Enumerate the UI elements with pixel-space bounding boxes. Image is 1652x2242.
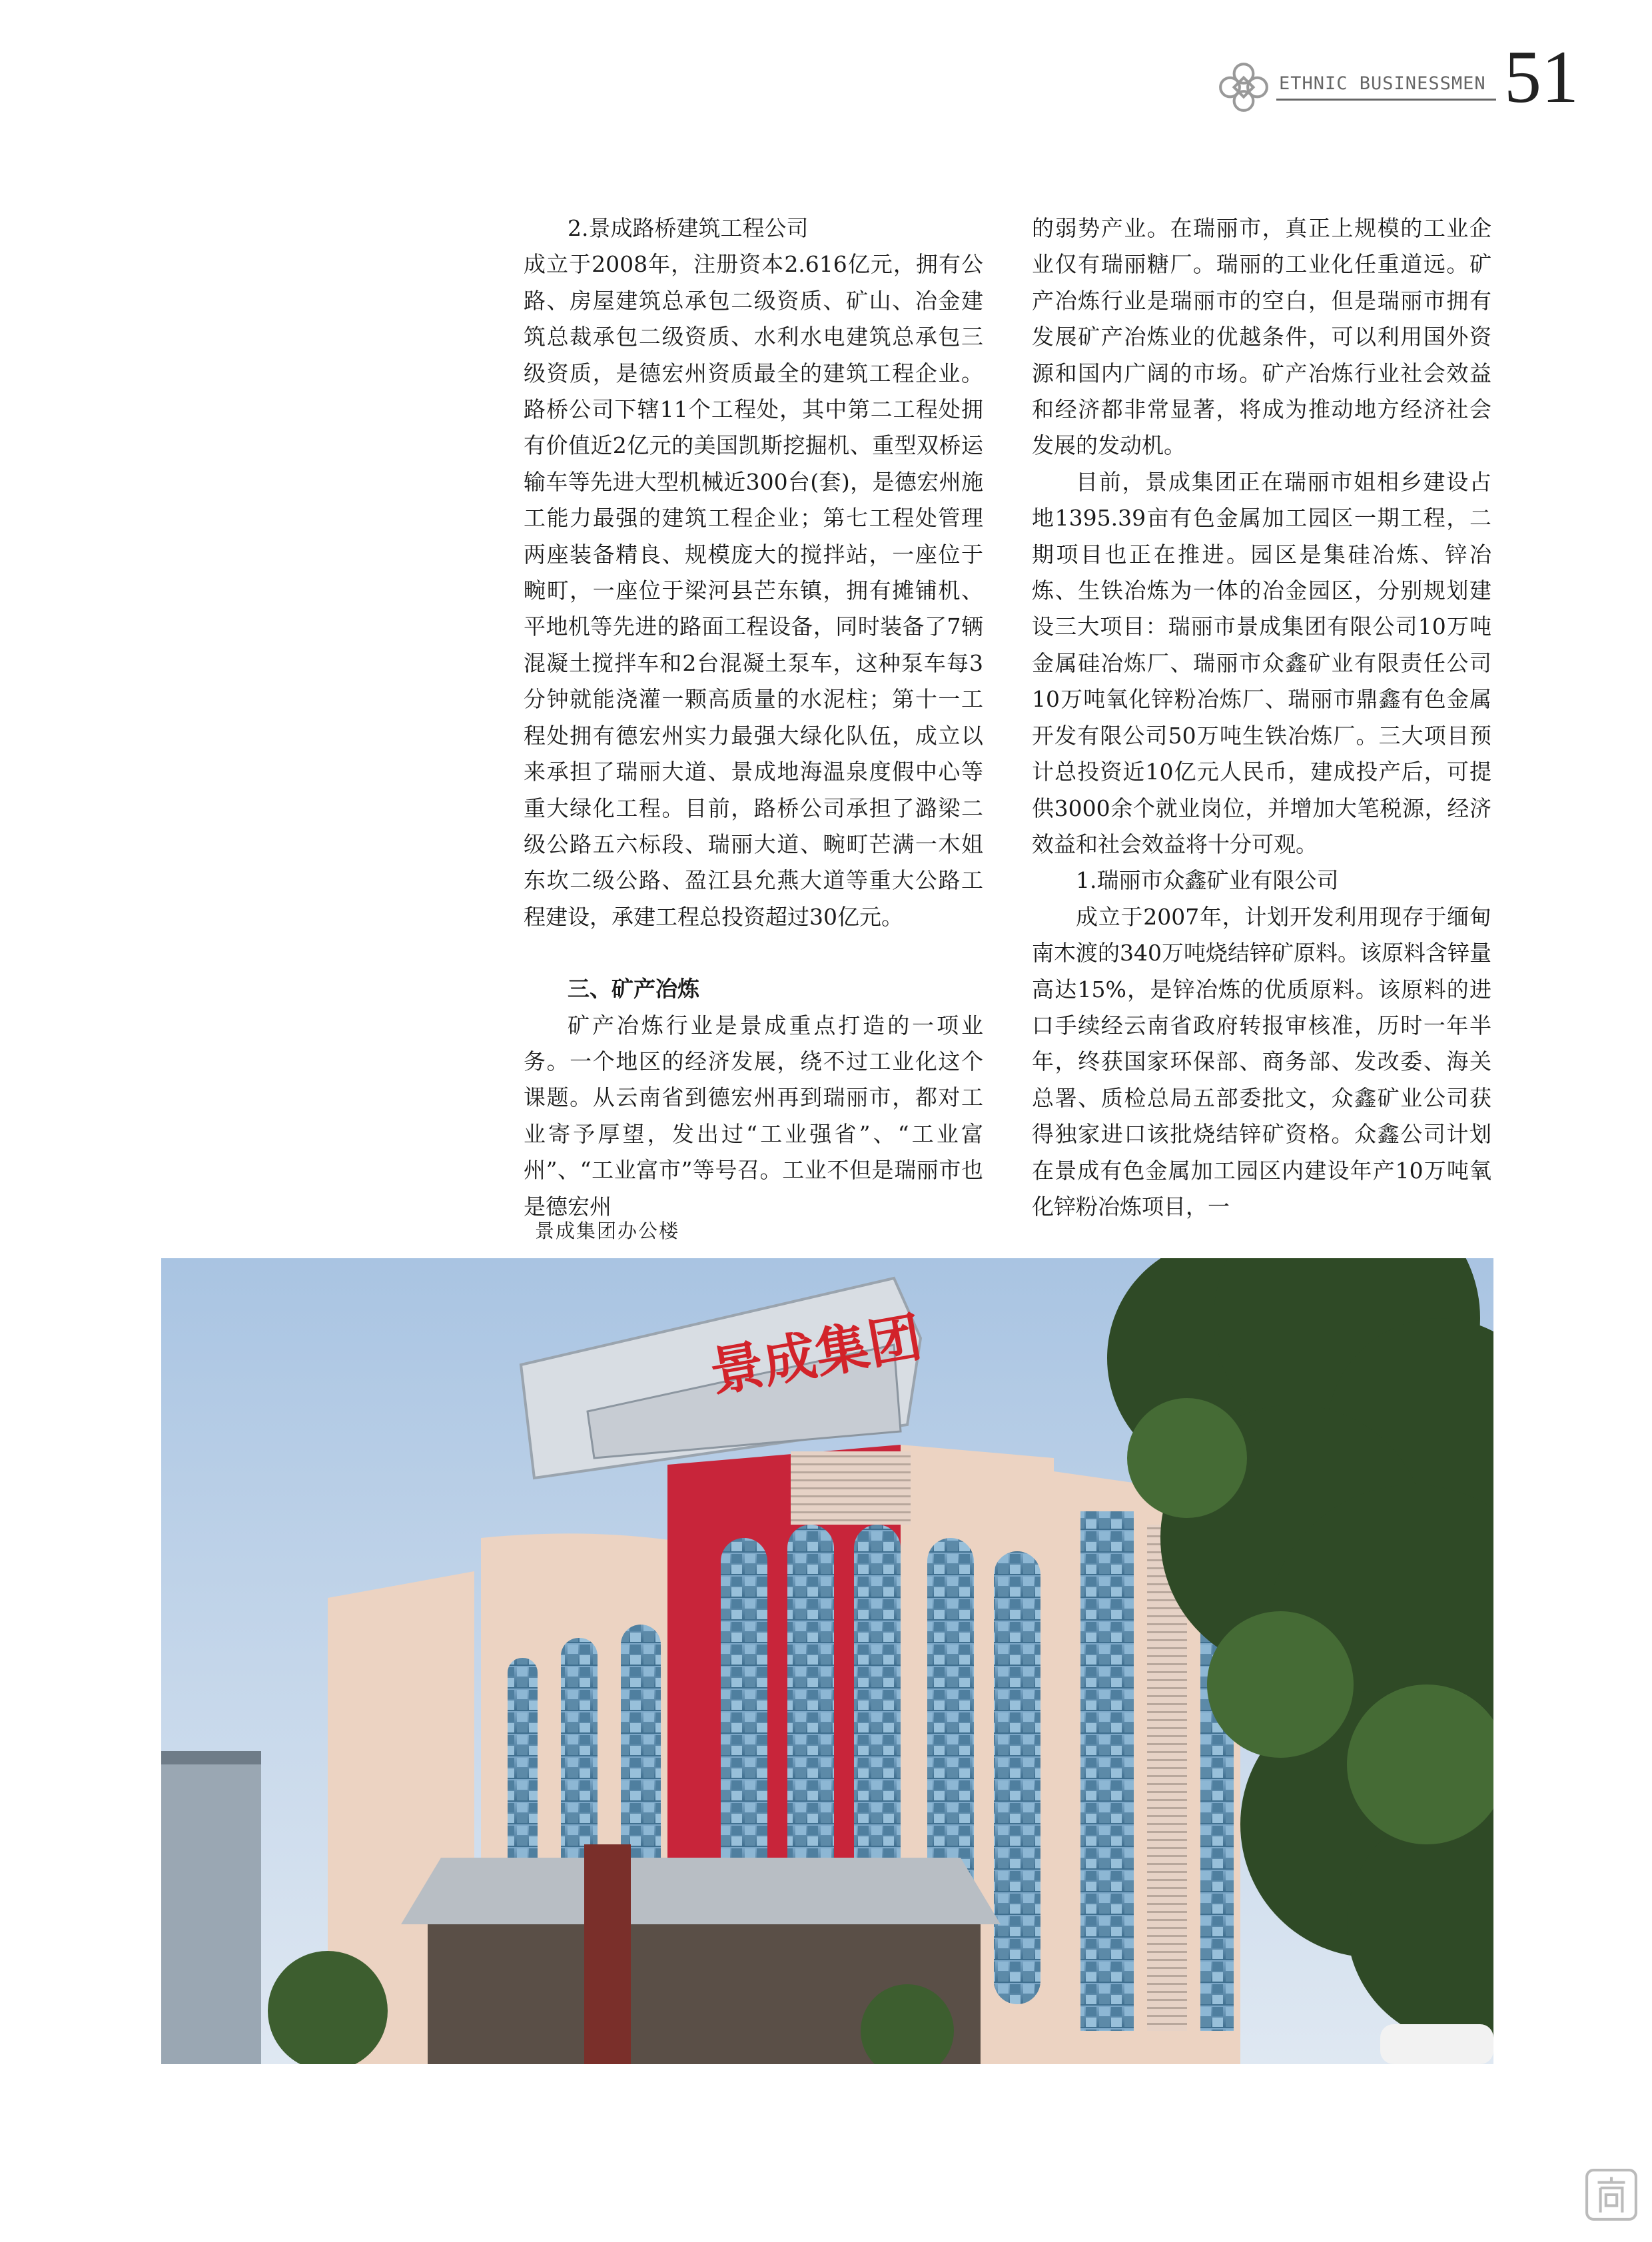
flower-ornament-icon bbox=[1216, 60, 1271, 115]
magazine-tag: ETHNIC BUSINESSMEN bbox=[1279, 73, 1486, 94]
office-building-photo bbox=[161, 1258, 1493, 2064]
header-rule bbox=[1276, 99, 1496, 101]
paragraph-industrial-park: 目前，景成集团正在瑞丽市姐相乡建设占地1395.39亩有色金属加工园区一期工程，二期项目也正在推进。园区是集硅冶炼、锌冶炼、生铁冶炼为一体的冶金园区，分别规划建设三大项目：瑞丽市景成集团有限公司10万吨金属硅冶炼厂、瑞丽市众鑫矿业有限责任公司10万吨氧化锌粉冶炼厂、瑞丽市鼎鑫有色金属开发有限公司50万吨生铁冶炼厂。三大项目预计总投资近10亿元人民币，建成投产后，可提供3000余个就业岗位，并增加大笔税源，经济效益和社会效益将十分可观。 bbox=[1032, 468, 1491, 857]
shang-seal-icon bbox=[1584, 2167, 1639, 2222]
right-column bbox=[1032, 210, 1491, 1225]
photo-caption: 景成集团办公楼 bbox=[535, 1220, 680, 1242]
paragraph-luqiao: 成立于2008年，注册资本2.616亿元，拥有公路、房屋建筑总承包二级资质、矿山、冶金建筑总裁承包二级资质、水利水电建筑总承包三级资质，是德宏州资质最全的建筑工程企业。路桥公司下辖11个工程处，其中第二工程处拥有价值近2亿元的美国凯斯挖掘机、重型双桥运输车等先进大型机械近300台(套)，是德宏州施工能力最强的建筑工程企业；第七工程处管理两座装备精良、规模庞大的搅拌站，一座位于畹町，一座位于梁河县芒东镇，拥有摊铺机、平地机等先进的路面工程设备，同时装备了7辆混凝土搅拌车和2台混凝土泵车，这种泵车每3分钟就能浇灌一颗高质量的水泥柱；第十一工程处拥有德宏州实力最强大绿化队伍，成立以来承担了瑞丽大道、景成地海温泉度假中心等重大绿化工程。目前，路桥公司承担了潞梁二级公路五六标段、瑞丽大道、畹町芒满一木姐东坎二级公路、盈江县允燕大道等重大公路工程建设，承建工程总投资超过30亿元。 bbox=[524, 251, 983, 930]
paragraph-zhongxin: 成立于2007年，计划开发利用现存于缅甸南木渡的340万吨烧结锌矿原料。该原料含锌量高达15%，是锌冶炼的优质原料。该原料的进口手续经云南省政府转报审核准，历时一年半年，终获国家环保部、商务部、发改委、海关总署、质检总局五部委批文，众鑫矿业公司获得独家进口该批烧结锌矿资格。众鑫公司计划在景成有色金属加工园区内建设年产10万吨氧化锌粉冶炼项目，一 bbox=[1032, 903, 1491, 1220]
section-heading-zhongxin: 1.瑞丽市众鑫矿业有限公司 bbox=[1076, 867, 1339, 894]
left-column bbox=[524, 210, 983, 1225]
section-heading-mining: 三、矿产冶炼 bbox=[568, 976, 699, 1002]
paragraph-mining-intro: 矿产冶炼行业是景成重点打造的一项业务。一个地区的经济发展，绕不过工业化这个课题。从云南省到德宏州再到瑞丽市，都对工业寄予厚望，发出过“工业强省”、“工业富州”、“工业富市”等号召。工业不但是瑞丽市也是德宏州 bbox=[524, 1012, 983, 1220]
page-number: 51 bbox=[1504, 36, 1579, 119]
section-heading-luqiao: 2.景成路桥建筑工程公司 bbox=[568, 215, 809, 241]
building-sign: 景成集团 bbox=[705, 1305, 927, 1404]
paragraph-industry: 的弱势产业。在瑞丽市，真正上规模的工业企业仅有瑞丽糖厂。瑞丽的工业化任重道远。矿产冶炼行业是瑞丽市的空白，但是瑞丽市拥有发展矿产冶炼业的优越条件，可以利用国外资源和国内广阔的市场。矿产冶炼行业社会效益和经济都非常显著，将成为推动地方经济社会发展的发动机。 bbox=[1032, 215, 1491, 459]
